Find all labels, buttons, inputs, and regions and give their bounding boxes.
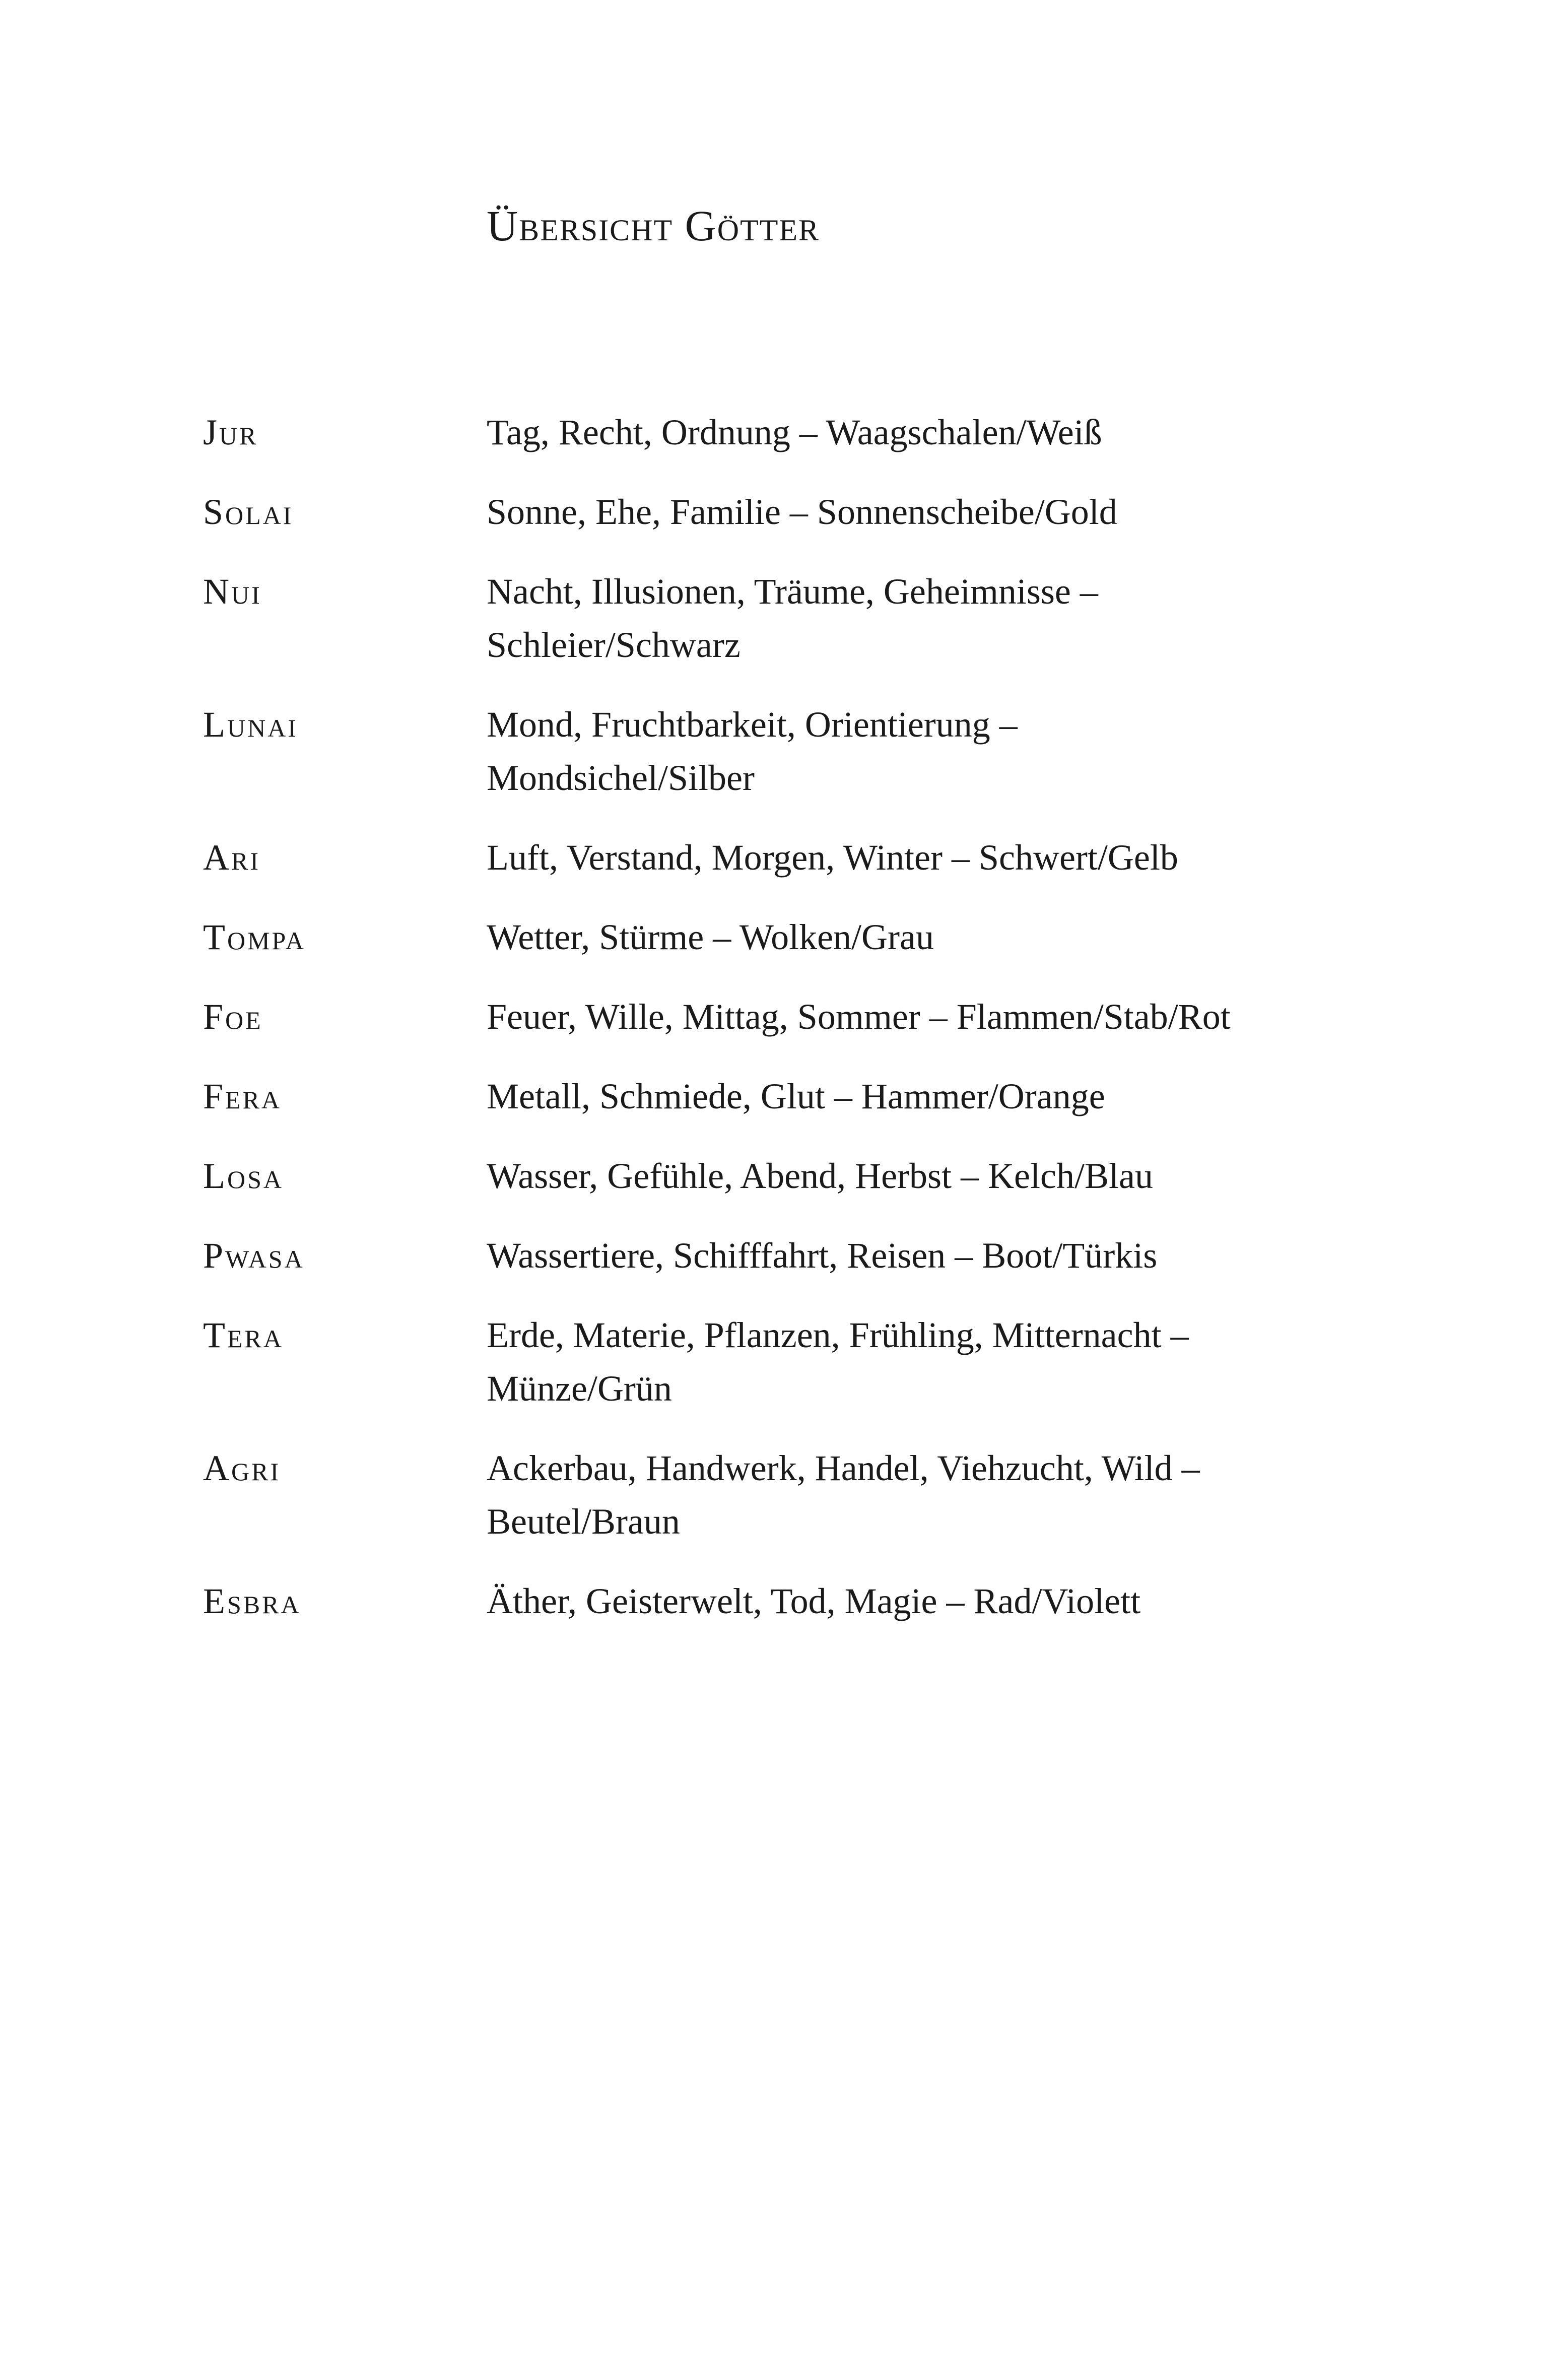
list-item <box>203 1441 1311 1548</box>
god-description: Nacht, Illusionen, Träume, Geheimnisse – Schleier/Schwarz <box>487 571 1098 665</box>
god-name: Pwasa <box>203 1235 305 1276</box>
god-description: Feuer, Wille, Mittag, Sommer – Flammen/Stab/Rot <box>487 997 1231 1037</box>
god-description: Wassertiere, Schifffahrt, Reisen – Boot/Türkis <box>487 1235 1158 1276</box>
page-title: Übersicht Götter <box>487 202 820 250</box>
god-name: Ari <box>203 837 260 878</box>
god-name: Tompa <box>203 917 306 957</box>
god-description: Metall, Schmiede, Glut – Hammer/Orange <box>487 1076 1105 1116</box>
list-item <box>203 565 1311 672</box>
list-item <box>203 406 1311 459</box>
list-item <box>203 910 1311 964</box>
god-description: Äther, Geisterwelt, Tod, Magie – Rad/Violett <box>487 1581 1141 1621</box>
god-name: Nui <box>203 571 262 612</box>
list-item <box>203 1149 1311 1203</box>
god-description: Erde, Materie, Pflanzen, Frühling, Mitternacht – Münze/Grün <box>487 1315 1189 1409</box>
god-description: Mond, Fruchtbarkeit, Orientierung – Mondsichel/Silber <box>487 704 1018 798</box>
god-name: Tera <box>203 1315 284 1355</box>
list-item <box>203 1229 1311 1282</box>
list-item <box>203 1308 1311 1415</box>
list-item <box>203 831 1311 884</box>
god-description: Ackerbau, Handwerk, Handel, Viehzucht, Wild – Beutel/Braun <box>487 1448 1200 1542</box>
god-description: Sonne, Ehe, Familie – Sonnenscheibe/Gold <box>487 492 1117 532</box>
god-name: Solai <box>203 492 294 532</box>
list-item <box>203 1574 1311 1628</box>
god-name: Fera <box>203 1076 282 1116</box>
god-name: Jur <box>203 412 258 452</box>
god-name: Esbra <box>203 1581 301 1621</box>
god-description: Wasser, Gefühle, Abend, Herbst – Kelch/Blau <box>487 1156 1153 1196</box>
god-name: Foe <box>203 997 263 1037</box>
god-description: Tag, Recht, Ordnung – Waagschalen/Weiß <box>487 412 1102 452</box>
list-item <box>203 485 1311 539</box>
god-name: Lunai <box>203 704 298 745</box>
god-name: Losa <box>203 1156 284 1196</box>
god-description: Wetter, Stürme – Wolken/Grau <box>487 917 934 957</box>
list-item <box>203 990 1311 1043</box>
god-description: Luft, Verstand, Morgen, Winter – Schwert/Gelb <box>487 837 1178 878</box>
god-name: Agri <box>203 1448 281 1488</box>
list-item <box>203 1070 1311 1123</box>
gods-list <box>203 406 1311 1654</box>
list-item <box>203 698 1311 805</box>
